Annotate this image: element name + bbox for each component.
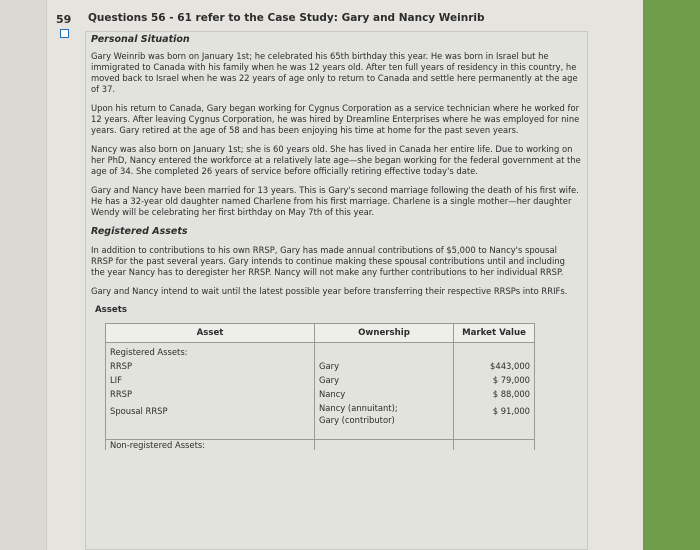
owner-gary-rrsp: Gary bbox=[319, 361, 340, 371]
question-number: 59 bbox=[56, 13, 72, 26]
assets-table bbox=[105, 323, 535, 450]
question-title: Questions 56 - 61 refer to the Case Study: Gary and Nancy Weinrib bbox=[88, 12, 485, 24]
header-market-value: Market Value bbox=[454, 324, 535, 343]
header-ownership: Ownership bbox=[315, 324, 454, 343]
nonregistered-assets-label: Non-registered Assets: bbox=[106, 440, 315, 451]
owner-nancy-rrsp: Nancy bbox=[319, 389, 346, 399]
case-study-panel bbox=[85, 31, 588, 550]
value-spousal-rrsp: $ 91,000 bbox=[492, 406, 530, 416]
paragraph-gary-birth: Gary Weinrib was born on January 1st; he celebrated his 65th birthday this year. He was born in Israel but he immigrated to Canada with his family when he was 12 years old. After ten full years of residency in this country, he moved back to Israel when he was 22 years of age only to return to Canada and settle here permanently at the age of 37. bbox=[91, 51, 578, 94]
asset-rrsp-nancy: RRSP bbox=[110, 389, 133, 399]
value-rrsp-nancy: $ 88,000 bbox=[492, 389, 530, 399]
assets-label: Assets bbox=[95, 305, 127, 315]
registered-assets-heading: Registered Assets bbox=[91, 226, 188, 237]
owner-spousal-annuitant: Nancy (annuitant); bbox=[319, 403, 398, 413]
value-lif: $ 79,000 bbox=[492, 375, 530, 385]
ownership-column bbox=[315, 343, 454, 426]
market-value-column bbox=[454, 343, 535, 426]
paragraph-rrif: Gary and Nancy intend to wait until the latest possible year before transferring their respective RRSPs into RRIFs. bbox=[91, 286, 568, 296]
asset-lif: LIF bbox=[110, 375, 122, 385]
paragraph-marriage: Gary and Nancy have been married for 13 years. This is Gary's second marriage following the death of his first wife. He has a 32-year old daughter named Charlene from his first marriage. Charlene is a single mother—her daughter Wendy will be celebrating her first birthday on May 7th of this year. bbox=[91, 185, 579, 217]
owner-spousal-contributor: Gary (contributor) bbox=[319, 415, 395, 425]
header-asset: Asset bbox=[106, 324, 315, 343]
value-rrsp-gary: $443,000 bbox=[490, 361, 530, 371]
paragraph-nancy: Nancy was also born on January 1st; she is 60 years old. She has lived in Canada her entire life. Due to working on her PhD, Nancy entered the workforce at a relatively late age—she began working for the federal government at the age of 34. She completed 26 years of service before officially retiring effective today's date. bbox=[91, 144, 581, 176]
background-green-strip bbox=[642, 0, 700, 550]
registered-assets-label: Registered Assets: bbox=[110, 347, 188, 357]
paragraph-contributions: In addition to contributions to his own RRSP, Gary has made annual contributions of $5,000 to Nancy's spousal RRSP for the past several years. Gary intends to continue making these spousal contributions until and including the year Nancy has to deregister her RRSP. Nancy will not make any further contributions to her individual RRSP. bbox=[91, 245, 565, 277]
asset-spousal-rrsp: Spousal RRSP bbox=[110, 406, 168, 416]
asset-column bbox=[106, 343, 315, 426]
flag-checkbox[interactable] bbox=[60, 29, 69, 38]
paragraph-gary-work: Upon his return to Canada, Gary began working for Cygnus Corporation as a service technician where he worked for 12 years. After leaving Cygnus Corporation, he was hired by Dreamline Enterprises where he was employed for nine years. Gary retired at the age of 58 and has been enjoying his time at home for the past seven years. bbox=[91, 103, 580, 135]
owner-gary-lif: Gary bbox=[319, 375, 340, 385]
personal-situation-heading: Personal Situation bbox=[91, 34, 190, 45]
asset-rrsp-gary: RRSP bbox=[110, 361, 133, 371]
